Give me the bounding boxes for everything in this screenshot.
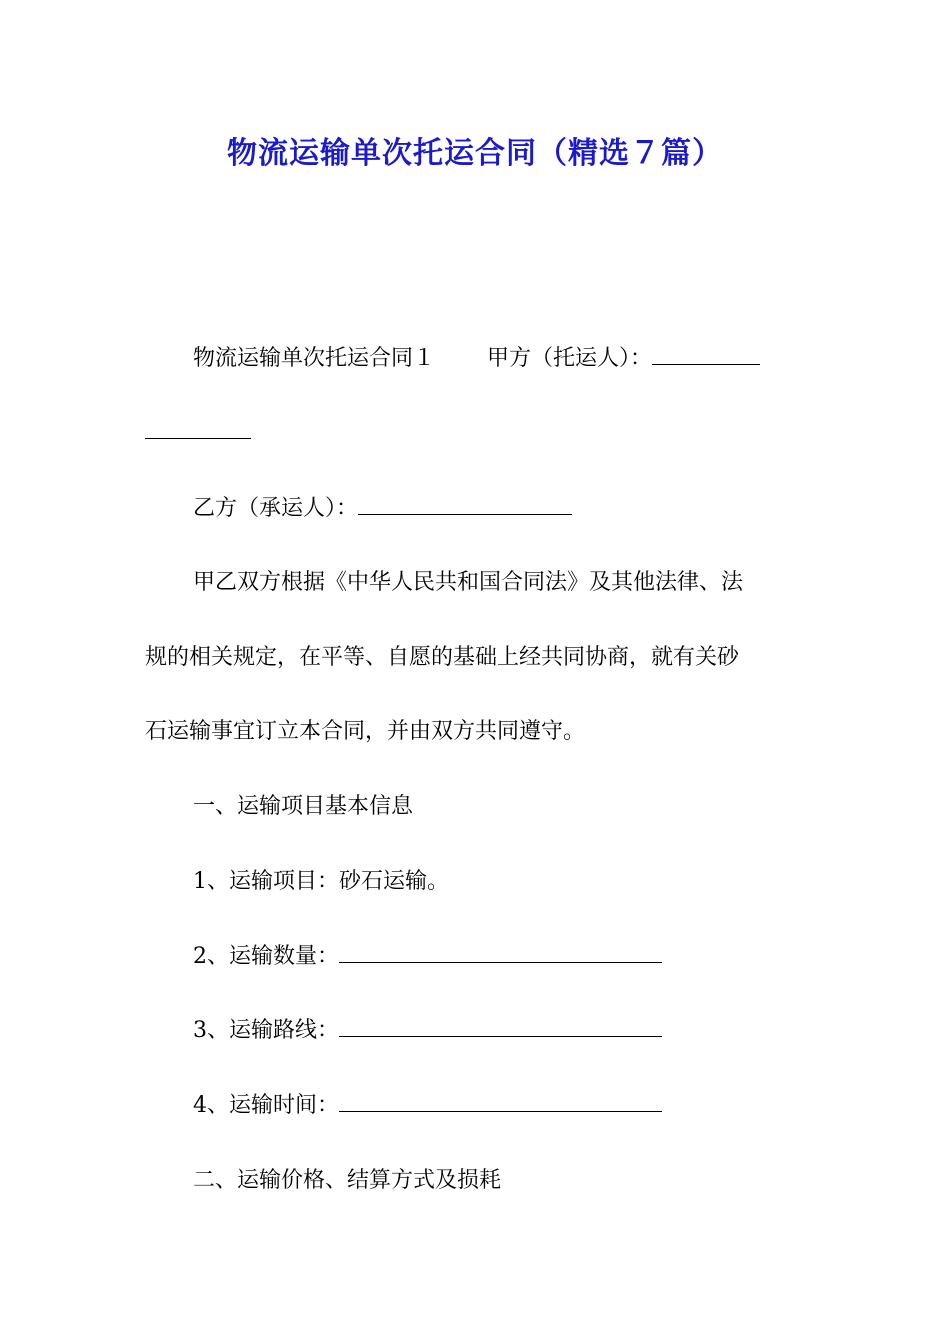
party-b-label: 乙方（承运人）： (193, 496, 359, 521)
party-b-line (193, 494, 572, 524)
item-4-label: 4、运输时间： (193, 1093, 339, 1118)
party-b-blank (358, 494, 572, 515)
contract-heading: 物流运输单次托运合同１ (193, 346, 436, 371)
item-2-label: 2、运输数量： (193, 944, 339, 969)
item-4-blank (339, 1091, 662, 1112)
document-title: 物流运输单次托运合同（精选７篇） (227, 136, 723, 171)
item-3-label: 3、运输路线： (193, 1018, 339, 1043)
preamble-line-2: 规的相关规定，在平等、自愿的基础上经共同协商，就有关砂 (145, 645, 740, 670)
section-2-title: 二、运输价格、结算方式及损耗 (193, 1168, 502, 1193)
item-1: 1、运输项目：砂石运输。 (193, 869, 449, 894)
item-2-line (193, 942, 662, 972)
section-1-title: 一、运输项目基本信息 (193, 794, 414, 819)
preamble-line-3: 石运输事宜订立本合同，并由双方共同遵守。 (145, 719, 586, 744)
party-a-label: 甲方（托运人）： (487, 346, 653, 371)
item-3-blank (339, 1016, 662, 1037)
party-a-blank (652, 344, 760, 365)
item-3-line (193, 1016, 662, 1046)
preamble-line-1: 甲乙双方根据《中华人民共和国合同法》及其他法律、法 (193, 570, 744, 595)
heading-line (193, 344, 760, 374)
party-a-blank-continued (145, 418, 251, 448)
item-2-blank (339, 942, 662, 963)
item-4-line (193, 1091, 662, 1121)
